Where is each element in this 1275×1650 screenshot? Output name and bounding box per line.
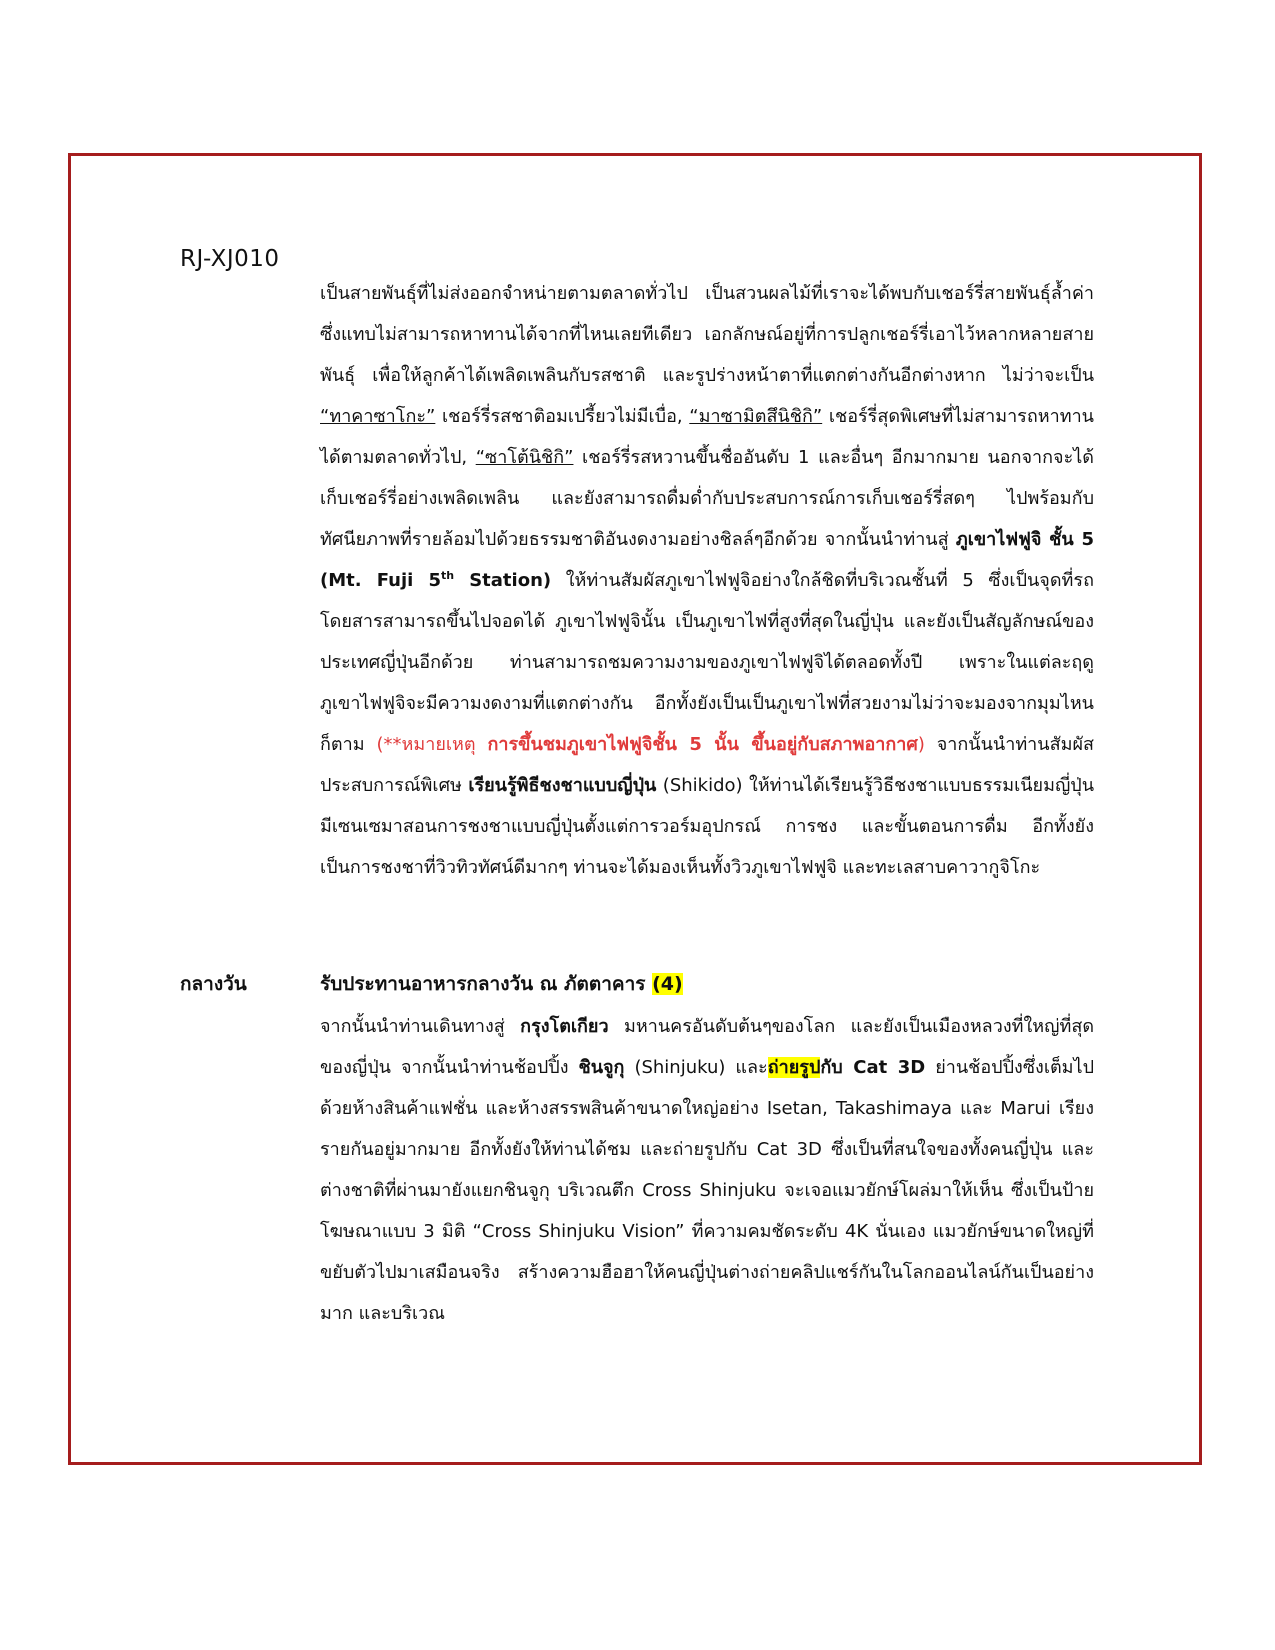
text-span: ภูเขาไฟฟูจิ ชั้น 5 (Mt. Fuji 5 xyxy=(320,529,1094,591)
text-span: เชอร์รี่รสหวานขึ้นชื่ออันดับ 1 และอื่นๆ อีกมากมาย นอกจากจะได้เก็บเชอร์รี่อย่างเพลิดเพลิน และยังสามารถดื่มด่ำกับประสบการณ์การเก็บเชอร์รี่สดๆ ไปพร้อมกับทัศนียภาพที่รายล้อมไปด้วยธรรมชาติอันงดงามอย่างชิลล์ๆอีกด้วย จากนั้นนำท่านสู่ xyxy=(320,447,1094,550)
cat-3d-highlight: กับ Cat 3D xyxy=(820,1057,926,1078)
weather-note xyxy=(376,734,924,755)
text-span: (Shikido) ให้ท่านได้เรียนรู้วิธีชงชาแบบธรรมเนียมญี่ปุ่น มีเซนเซมาสอนการชงชาแบบญี่ปุ่นตั้งแต่การวอร์มอุปกรณ์ การชง และขั้นตอนการดื่ม อีกทั้งยังเป็นการชงชาที่วิวทิวทัศน์ดีมากๆ ท่านจะได้มองเห็นทั้งวิวภูเขาไฟฟูจิ และทะเลสาบคาวากูจิโกะ xyxy=(320,775,1095,878)
meal-count-badge: (4) xyxy=(652,973,683,995)
superscript: th xyxy=(440,569,455,582)
text-span: เป็นสายพันธุ์ที่ไม่ส่งออกจำหน่ายตามตลาดทั่วไป เป็นสวนผลไม้ที่เราจะได้พบกับเชอร์รี่สายพันธุ์ล้ำค่า ซึ่งแทบไม่สามารถหาทานได้จากที่ไหนเลยทีเดียว เอกลักษณ์อยู่ที่การปลูกเชอร์รี่เอาไว้หลากหลายสายพันธุ์ เพื่อให้ลูกค้าได้เพลิดเพลินกับรสชาติ และรูปร่างหน้าตาที่แตกต่างกันอีกต่างหาก ไม่ว่าจะเป็น xyxy=(320,283,1094,386)
text-span: ) xyxy=(917,734,925,755)
text-span: Station) xyxy=(454,570,552,591)
text-span: ให้ท่านสัมผัสภูเขาไฟฟูจิอย่างใกล้ชิดที่บริเวณชั้นที่ 5 ซึ่งเป็นจุดที่รถโดยสารสามารถขึ้นไปจอดได้ ภูเขาไฟฟูจินั้น เป็นภูเขาไฟที่สูงที่สุดในญี่ปุ่น และยังเป็นสัญลักษณ์ของประเทศญี่ปุ่นอีกด้วย ท่านสามารถชมความงามของภูเขาไฟฟูจิได้ตลอดทั้งปี เพราะในแต่ละฤดู ภูเขาไฟฟูจิจะมีความงดงามที่แตกต่างกัน อีกทั้งยังเป็นเป็นภูเขาไฟที่สวยงามไม่ว่าจะมองจากมุมไหนก็ตาม xyxy=(320,570,1094,755)
tokyo-paragraph xyxy=(320,1006,1094,1334)
cherry-variety-masamitsu: “มาซามิตสึนิชิกิ” xyxy=(689,406,823,427)
text-span: (Shinjuku) และ xyxy=(624,1057,768,1078)
text-span: เชอร์รี่รสชาติอมเปรี้ยวไม่มีเบื่อ, xyxy=(435,406,690,427)
text-span: จากนั้นนำท่านสัมผัสประสบการณ์พิเศษ xyxy=(320,734,1094,796)
text-span: มหานครอันดับต้นๆของโลก และยังเป็นเมืองหลวงที่ใหญ่ที่สุดของญี่ปุ่น จากนั้นนำท่านช้อปปิ้ง xyxy=(320,1016,1095,1078)
text-span: จากนั้นนำท่านเดินทางสู่ xyxy=(320,1016,521,1037)
photo-highlight: ถ่ายรูป xyxy=(767,1057,821,1078)
program-code: RJ-XJ010 xyxy=(180,246,280,272)
cherry-variety-takasago: “ทาคาซาโกะ” xyxy=(320,406,436,427)
shinjuku-highlight: ชินจูกุ xyxy=(578,1057,625,1078)
tea-ceremony-highlight: เรียนรู้พิธีชงชาแบบญี่ปุ่น xyxy=(468,775,657,796)
text-span: รับประทานอาหารกลางวัน ณ ภัตตาคาร xyxy=(320,973,653,995)
cherry-fuji-paragraph xyxy=(320,273,1094,888)
text-span: เชอร์รี่สุดพิเศษที่ไม่สามารถหาทานได้ตามตลาดทั่วไป, xyxy=(320,406,1094,468)
lunch-label: กลางวัน xyxy=(180,973,247,995)
lunch-text xyxy=(320,969,683,999)
text-span: (**หมายเหตุ xyxy=(376,734,488,755)
cherry-variety-sato: “ซาโต้นิชิกิ” xyxy=(475,447,574,468)
text-span: การขึ้นชมภูเขาไฟฟูจิชั้น 5 นั้น ขึ้นอยู่กับสภาพอากาศ xyxy=(487,734,918,755)
text-span: ย่านช้อปปิ้งซึ่งเต็มไปด้วยห้างสินค้าแฟชั่น และห้างสรรพสินค้าขนาดใหญ่อย่าง Isetan, Takashimaya และ Marui เรียงรายกันอยู่มากมาย อีกทั้งยังให้ท่านได้ชม และถ่ายรูปกับ Cat 3D ซึ่งเป็นที่สนใจของทั้งคนญี่ปุ่น และต่างชาติที่ผ่านมายังแยกชินจูกุ บริเวณตึก Cross Shinjuku จะเจอแมวยักษ์โผล่มาให้เห็น ซึ่งเป็นป้ายโฆษณาแบบ 3 มิติ “Cross Shinjuku Vision” ที่ความคมชัดระดับ 4K นั่นเอง แมวยักษ์ขนาดใหญ่ที่ขยับตัวไปมาเสมือนจริง สร้างความฮือฮาให้คนญี่ปุ่นต่างถ่ายคลิปแชร์กันในโลกออนไลน์กันเป็นอย่างมาก และบริเวณ xyxy=(320,1057,1095,1324)
tokyo-highlight: กรุงโตเกียว xyxy=(520,1016,609,1037)
